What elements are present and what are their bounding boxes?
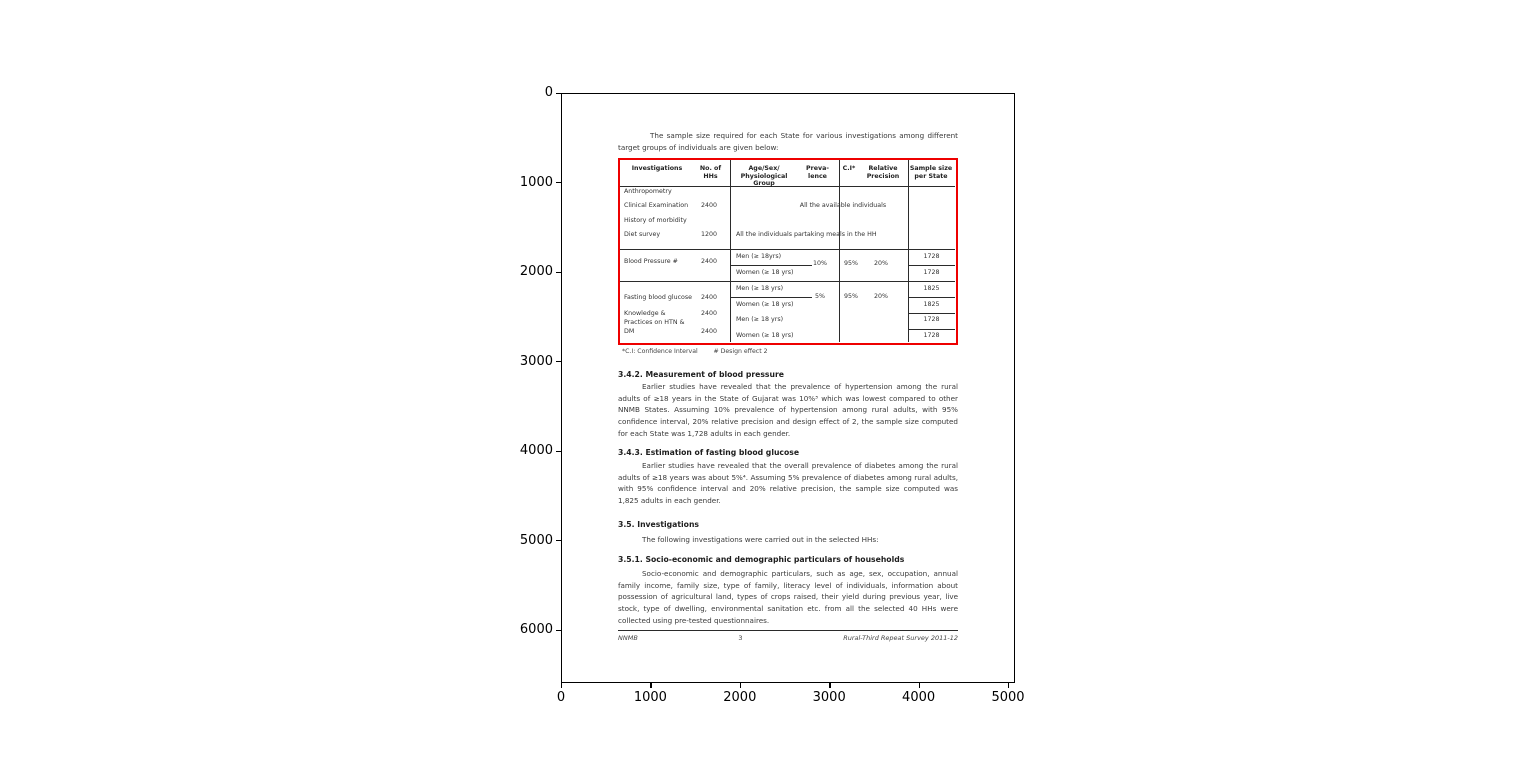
section-342-paragraph: Earlier studies have revealed that the prevalence of hypertension among the rural adults of ≥18 years in the State of Gujarat was 10%³ which was lowest compared to other NNMB States. Assuming 10% prevalence of hypertension among rural adults, with 95% confidence interval, 20% relative precision and design effect of 2, the sample size computed for each State was 1,728 adults in each gender. (618, 382, 958, 438)
table-row-label: Blood Pressure # (624, 258, 678, 265)
col-header-relative-precision: Relative Precision (866, 165, 900, 180)
sample-size-table (618, 158, 958, 345)
footer-page-number: 3 (738, 634, 743, 642)
footer-rule (618, 630, 958, 631)
table-gridline (908, 313, 955, 314)
y-tick-label: 0 (544, 85, 553, 100)
y-tick-label: 1000 (519, 174, 553, 190)
table-sample-size: 1825 (923, 284, 940, 292)
table-gridline (908, 329, 955, 330)
y-tick-label: 2000 (519, 264, 553, 279)
table-group: Women (≥ 18 yrs) (736, 332, 794, 339)
table-gridline (908, 265, 955, 266)
table-row-label: Diet survey (624, 231, 661, 238)
table-ci: 95% (844, 293, 858, 300)
x-tick-mark (1008, 683, 1009, 688)
table-prevalence: 10% (813, 260, 827, 267)
col-header-ci: C.I* (842, 165, 856, 172)
table-row-label: Practices on HTN & (624, 318, 685, 326)
intro-paragraph: The sample size required for each State for various investigations among different target groups of individuals are given below: (618, 131, 958, 152)
table-span-all-individuals: All the available individuals (799, 202, 887, 209)
page-footer (618, 634, 958, 642)
table-row-label: History of morbidity (624, 216, 687, 224)
col-header-investigations: Investigations (631, 165, 683, 172)
table-gridline (620, 249, 955, 250)
table-row-label: Clinical Examination (624, 202, 689, 209)
section-351-paragraph: Socio-economic and demographic particulars, such as age, sex, occupation, annual family income, family size, type of family, literacy level of individuals, information about possession of agricultural land, types of crops raised, their yield during previous year, live stock, type of dwelling, environmental sanitation etc. from all the selected 40 HHs were collected using pre-tested questionnaires. (618, 569, 958, 625)
table-group: Men (≥ 18yrs) (736, 252, 782, 260)
footer-org: NNMB (618, 634, 638, 642)
y-tick-label: 6000 (519, 622, 553, 637)
col-header-no-of-hhs: No. of HHs (699, 165, 722, 180)
table-hh-value: 1200 (700, 231, 718, 238)
y-tick-label: 3000 (519, 353, 553, 369)
table-sample-size: 1728 (923, 332, 940, 339)
table-ci: 95% (844, 260, 858, 267)
table-row-label: DM (624, 328, 635, 335)
section-35-heading: 3.5. Investigations (618, 520, 699, 529)
table-precision: 20% (874, 293, 888, 300)
table-gridline (730, 297, 812, 298)
table-hh-value: 2400 (700, 328, 718, 335)
table-footnote: *C.I: Confidence Interval # Design effect 2 (622, 348, 768, 355)
table-gridline (839, 160, 840, 342)
section-343-paragraph: Earlier studies have revealed that the overall prevalence of diabetes among the rural adults of ≥18 years was about 5%⁴. Assuming 5% prevalence of diabetes among rural adults, with 95% confidence interval and 20% relative precision, the sample size computed was 1,825 adults in each gender. (618, 461, 958, 506)
table-gridline (908, 160, 909, 342)
table-sample-size: 1825 (923, 300, 940, 308)
x-tick-label: 2000 (723, 690, 757, 705)
x-tick-mark (561, 683, 562, 688)
table-row-label: Knowledge & (624, 310, 666, 317)
section-343-heading: 3.4.3. Estimation of fasting blood glucose (618, 448, 800, 457)
x-tick-mark (650, 683, 651, 688)
table-group: Men (≥ 18 yrs) (736, 316, 784, 323)
x-tick-label: 0 (556, 690, 566, 705)
x-tick-label: 5000 (991, 690, 1025, 705)
table-precision: 20% (874, 260, 888, 267)
table-group: Men (≥ 18 yrs) (736, 284, 784, 292)
section-342-heading: 3.4.2. Measurement of blood pressure (618, 370, 784, 379)
table-gridline (908, 297, 955, 298)
table-prevalence: 5% (815, 293, 825, 300)
y-tick-label: 4000 (519, 443, 553, 458)
table-gridline (620, 281, 955, 282)
col-header-sample-size: Sample size per State (909, 165, 953, 180)
x-tick-mark (919, 683, 920, 688)
table-hh-value: 2400 (700, 294, 718, 301)
table-group: Women (≥ 18 yrs) (736, 268, 794, 276)
table-hh-value: 2400 (700, 258, 718, 265)
x-tick-mark (829, 683, 830, 688)
table-group: Women (≥ 18 yrs) (736, 300, 794, 308)
y-tick-label: 5000 (519, 532, 553, 548)
col-header-prevalence: Preva- lence (806, 165, 829, 180)
x-tick-label: 4000 (902, 690, 936, 705)
table-span-partaking-meals: All the individuals partaking meals in the HH (736, 231, 877, 238)
table-hh-value: 2400 (700, 202, 718, 209)
table-gridline (730, 265, 812, 266)
section-351-heading: 3.5.1. Socio-economic and demographic particulars of households (618, 555, 905, 564)
document-page (562, 94, 1014, 682)
table-row-label: Anthropometry (624, 188, 672, 195)
x-tick-label: 1000 (633, 690, 667, 705)
table-sample-size: 1728 (923, 316, 940, 323)
x-tick-mark (740, 683, 741, 688)
col-header-age-sex-group: Age/Sex/ Physiological Group (740, 165, 788, 188)
table-row-label: Fasting blood glucose (624, 294, 693, 301)
table-sample-size: 1728 (923, 252, 940, 260)
footer-survey-title: Rural-Third Repeat Survey 2011-12 (843, 634, 958, 642)
axes-frame (561, 93, 1015, 683)
table-hh-value: 2400 (700, 310, 718, 317)
section-35-paragraph: The following investigations were carried out in the selected HHs: (642, 535, 879, 544)
x-tick-label: 3000 (812, 690, 846, 705)
table-sample-size: 1728 (923, 268, 940, 276)
